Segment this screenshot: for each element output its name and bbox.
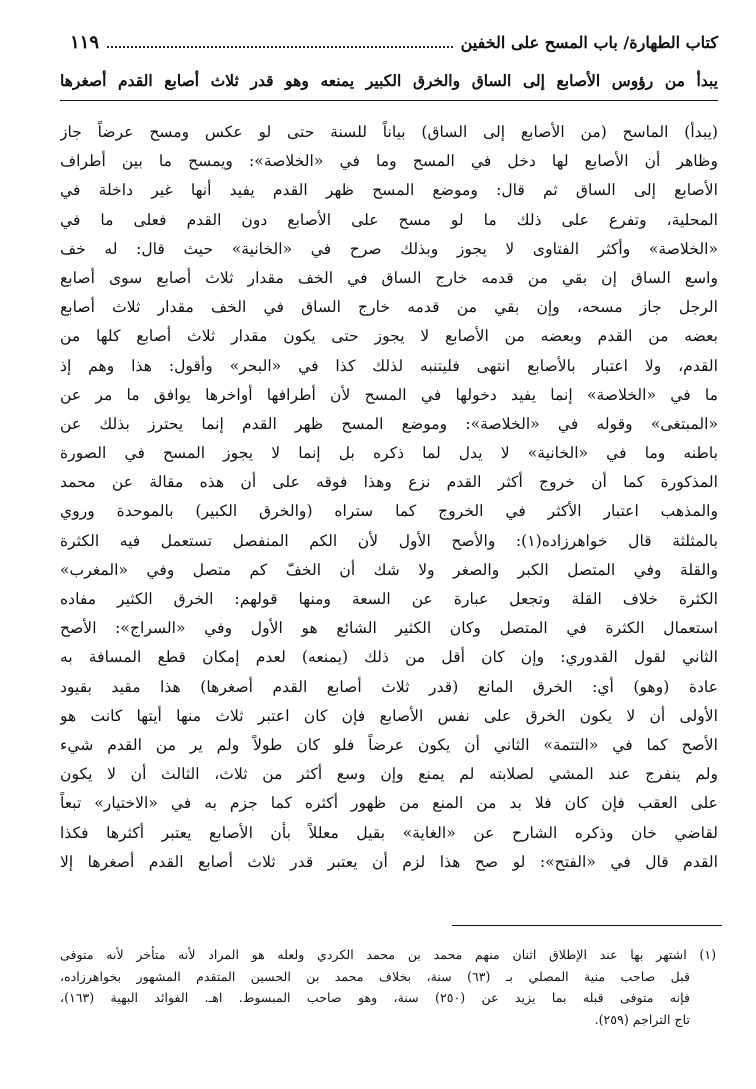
body-line: القدم، ولا اعتبار بالأصابع انتهى فليتنبه لذلك كذا في «البحر» وأقول: هذا وهم إذ — [60, 356, 718, 375]
body-line: وظاهر أن الأصابع لها دخل في المسح وما في «الخلاصة»: ويمسح ما بين أطراف — [60, 152, 718, 171]
body-line: والمذهب اعتبار الأكثر في الخروج كما ستراه (والخرق الكبير) بالموحدة وروي — [60, 502, 718, 521]
body-line: المحلية، وتفرع على ذلك ما لو مسح على الأصابع دون القدم فعلى ما في — [60, 210, 718, 229]
body-line: الأصابع إلى الساق ثم قال: وموضع المسح ظهر القدم يفيد أنها غير داخلة في — [60, 181, 718, 200]
body-line: والقلة وفي المتصل الكبر والصغر ولا شك أن الخفّ كم متصل وفي «المغرب» — [60, 560, 718, 579]
leader-dots — [107, 36, 453, 48]
body-line: باطنه وما في «الخانية» لا يدل لما ذكره بل إنما لا يجوز المسح في الصورة — [60, 444, 718, 463]
body-line: المذكورة كما أن خروج أكثر القدم نزع وهذا فوقه على أن هذه مقالة عن محمد — [60, 473, 718, 492]
footnote-divider — [452, 925, 722, 926]
body-line: الكثرة خلاف القلة وتجعل عبارة عن السعة ومنها قولهم: الخرق الكثير مفاده — [60, 590, 718, 608]
body-line: لقاضي خان وذكره الشارح عن «الغاية» بقيل معللاً بأن الأصابع يعتبر أكثرها فكذا — [60, 823, 718, 842]
body-line: الرجل جاز مسحه، وإن بقي من قدمه خارج الساق في الخف مقدار ثلاث أصابع — [60, 298, 718, 317]
footnote-line: قبل صاحب منية المصلي بـ (٦٣) سنة، بخلاف محمد بن الحسين المتقدم المشهور بخواهرزاده، — [60, 968, 691, 984]
body-line: الأصح كما في «التتمة» الثاني أن يكون عرضاً فلو كان طولاً ولم ير من القدم شيء — [60, 735, 718, 754]
matn-line: يبدأ من رؤوس الأصابع إلى الساق والخرق الكبير يمنعه وهو قدر ثلاث أصابع القدم أصغرها — [60, 71, 718, 90]
body-line: استعمال الكثرة في المتصل وكان الكثير الشائع هو الأول وفي «السراج»: الأصح — [60, 619, 718, 638]
body-line: ولم ينفرج عند المشي لصلابته لم يمنع وإن وسع أكثر من ثلاث، الثالث أن لا يكون — [60, 765, 718, 784]
body-line: بالمثلثة قال خواهرزاده(١): والأصح الأول لأن الكم المنفصل تستعمل فيه الكثرة — [60, 531, 718, 550]
body-line: القدم قال في «الفتح»: لو صح هذا لزم أن يعتبر قدر ثلاث أصابع القدم أصغرها إلا — [60, 852, 718, 871]
body-line: بعضه من القدم وبعضه من الأصابع لا يجوز حتى يكون مقدار ثلاث أصابع كلها من — [60, 327, 718, 346]
running-header — [70, 28, 718, 56]
chapter-title: كتاب الطهارة/ باب المسح على الخفين — [460, 32, 718, 52]
body-line: (يبدأ) الماسح (من الأصابع إلى الساق) بياناً للسنة حتى لو عكس ومسح عرضاً جاز — [60, 123, 718, 141]
footnotes — [60, 944, 716, 1030]
footnote-line: (١) اشتهر بها عند الإطلاق اثنان منهم محمد بن محمد الكردي ولعله هو المراد لأنه متأخر لأنه متوفى — [60, 947, 716, 962]
body-line: الثاني لقول القدوري: وإن كان أقل من ذلك (يمنعه) لعدم إمكان قطع المسافة به — [60, 648, 718, 667]
commentary-body — [60, 118, 718, 877]
body-line: عادة (وهو) أي: الخرق المانع (قدر ثلاث أصابع القدم أصغرها) هذا مقيد بقيود — [60, 677, 718, 696]
body-line: الأولى أن لا يكون الخرق على نفس الأصابع فإن كان اعتبر ثلاث منها أيتها كانت هو — [60, 706, 718, 725]
footnote-line: فإنه متوفى قبله بما يزيد عن (٢٥٠) سنة، وهو صاحب المبسوط. اهـ. الفوائد البهية (١٦٣)، — [60, 990, 690, 1005]
body-line: على العقب فإن كان فلا بد من المنع من ظهور أكثره كما جزم به في «الاختيار» تبعاً — [60, 794, 718, 813]
body-line: ما في «الخلاصة» إنما يفيد دخولها في المسح لأن أطرافها أواخرها يوافق ما مر عن — [60, 385, 718, 404]
body-line: «الخلاصة» وأكثر الفتاوى لا يجوز وبذلك صرح في «الخانية» حيث قال: له خف — [60, 239, 718, 258]
matn-divider — [60, 100, 718, 101]
footnote-line: تاج التراجم (٢٥٩). — [594, 1011, 690, 1027]
page-number: ١١٩ — [70, 31, 100, 53]
body-line: «المبتغى» وقوله في «الخلاصة»: وموضع المسح ظهر القدم إنما يحترز بذلك عن — [60, 414, 718, 433]
body-line: واسع الساق إن بقي من قدمه خارج الساق في الخف مقدار ثلاث أصابع سوى أصابع — [60, 268, 718, 287]
